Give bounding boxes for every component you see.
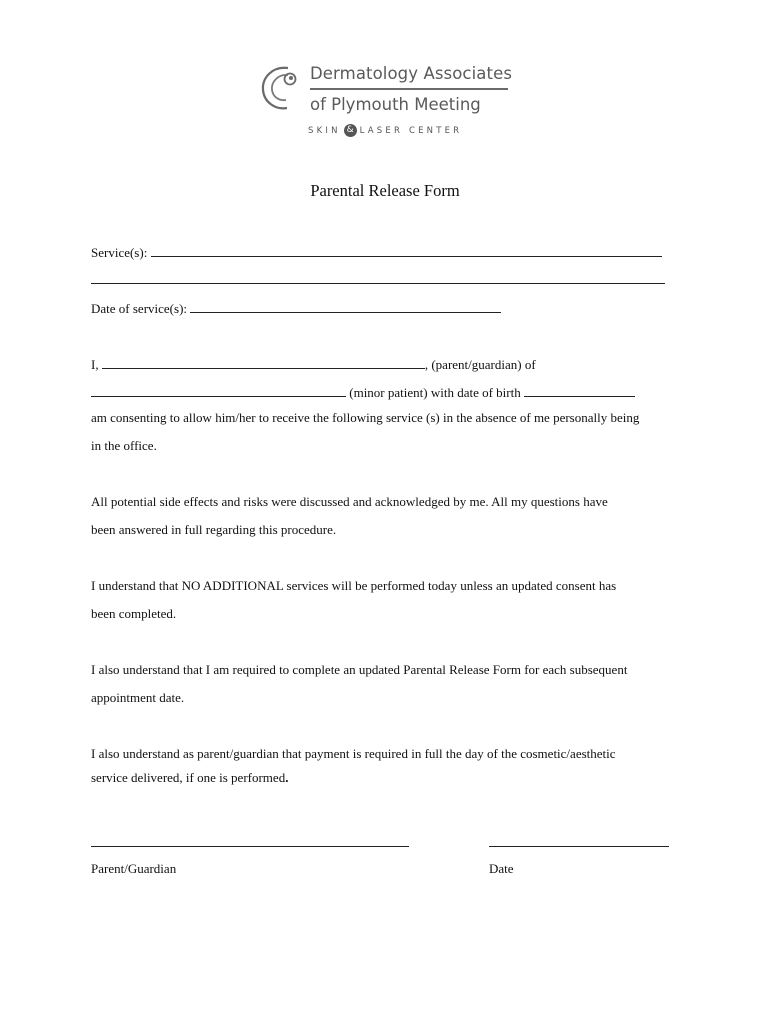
date-of-services-field[interactable] <box>190 298 501 313</box>
parent-guardian-signature-field[interactable] <box>91 846 409 847</box>
payment-period: . <box>285 770 289 785</box>
date-label: Date <box>489 861 514 876</box>
parent-guardian-label: Parent/Guardian <box>91 861 177 876</box>
services-continuation-field[interactable] <box>91 283 665 284</box>
parent-name-row <box>91 354 536 373</box>
side-effects-text-line1: All potential side effects and risks were discussed and acknowledged by me. All my questions have <box>91 494 608 509</box>
payment-text-line2-row <box>91 770 288 786</box>
date-of-services-row <box>91 298 501 317</box>
parent-name-field[interactable] <box>102 354 425 369</box>
logo-tag-right: LASER CENTER <box>359 126 463 136</box>
logo-tag-left: SKIN <box>308 126 341 136</box>
payment-text-line2: service delivered, if one is performed <box>91 770 286 785</box>
minor-patient-text: (minor patient) with date of birth <box>346 385 524 400</box>
logo-name-line1: Dermatology Associates <box>310 64 513 83</box>
parent-guardian-of-text: , (parent/guardian) of <box>424 357 536 372</box>
consent-text-line1: am consenting to allow him/her to receive the following service (s) in the absence of me personally being <box>91 410 640 425</box>
minor-patient-row <box>91 382 635 401</box>
date-of-birth-field[interactable] <box>524 382 635 397</box>
consent-text-line2: in the office. <box>91 438 157 453</box>
no-additional-text-line2: been completed. <box>91 606 177 621</box>
no-additional-text-line1: I understand that NO ADDITIONAL services will be performed today unless an updated consent has <box>91 578 617 593</box>
i-label: I, <box>91 357 99 372</box>
services-field[interactable] <box>151 242 662 257</box>
logo-name-line2: of Plymouth Meeting <box>310 95 481 114</box>
logo-ampersand: & <box>344 124 357 137</box>
updated-form-text-line2: appointment date. <box>91 690 185 705</box>
signature-date-field[interactable] <box>489 846 669 847</box>
clinic-logo <box>258 62 518 142</box>
minor-patient-name-field[interactable] <box>91 382 346 397</box>
form-title: Parental Release Form <box>310 181 460 200</box>
updated-form-text-line1: I also understand that I am required to complete an updated Parental Release Form for each subsequent <box>91 662 628 677</box>
services-row <box>91 242 662 261</box>
side-effects-text-line2: been answered in full regarding this procedure. <box>91 522 337 537</box>
logo-tagline <box>308 124 462 137</box>
date-of-services-label: Date of service(s): <box>91 301 188 316</box>
payment-text-line1: I also understand as parent/guardian that payment is required in full the day of the cosmetic/aesthetic <box>91 746 616 761</box>
logo-swirl-icon <box>258 62 306 114</box>
services-label: Service(s): <box>91 245 148 260</box>
logo-divider <box>310 88 508 90</box>
